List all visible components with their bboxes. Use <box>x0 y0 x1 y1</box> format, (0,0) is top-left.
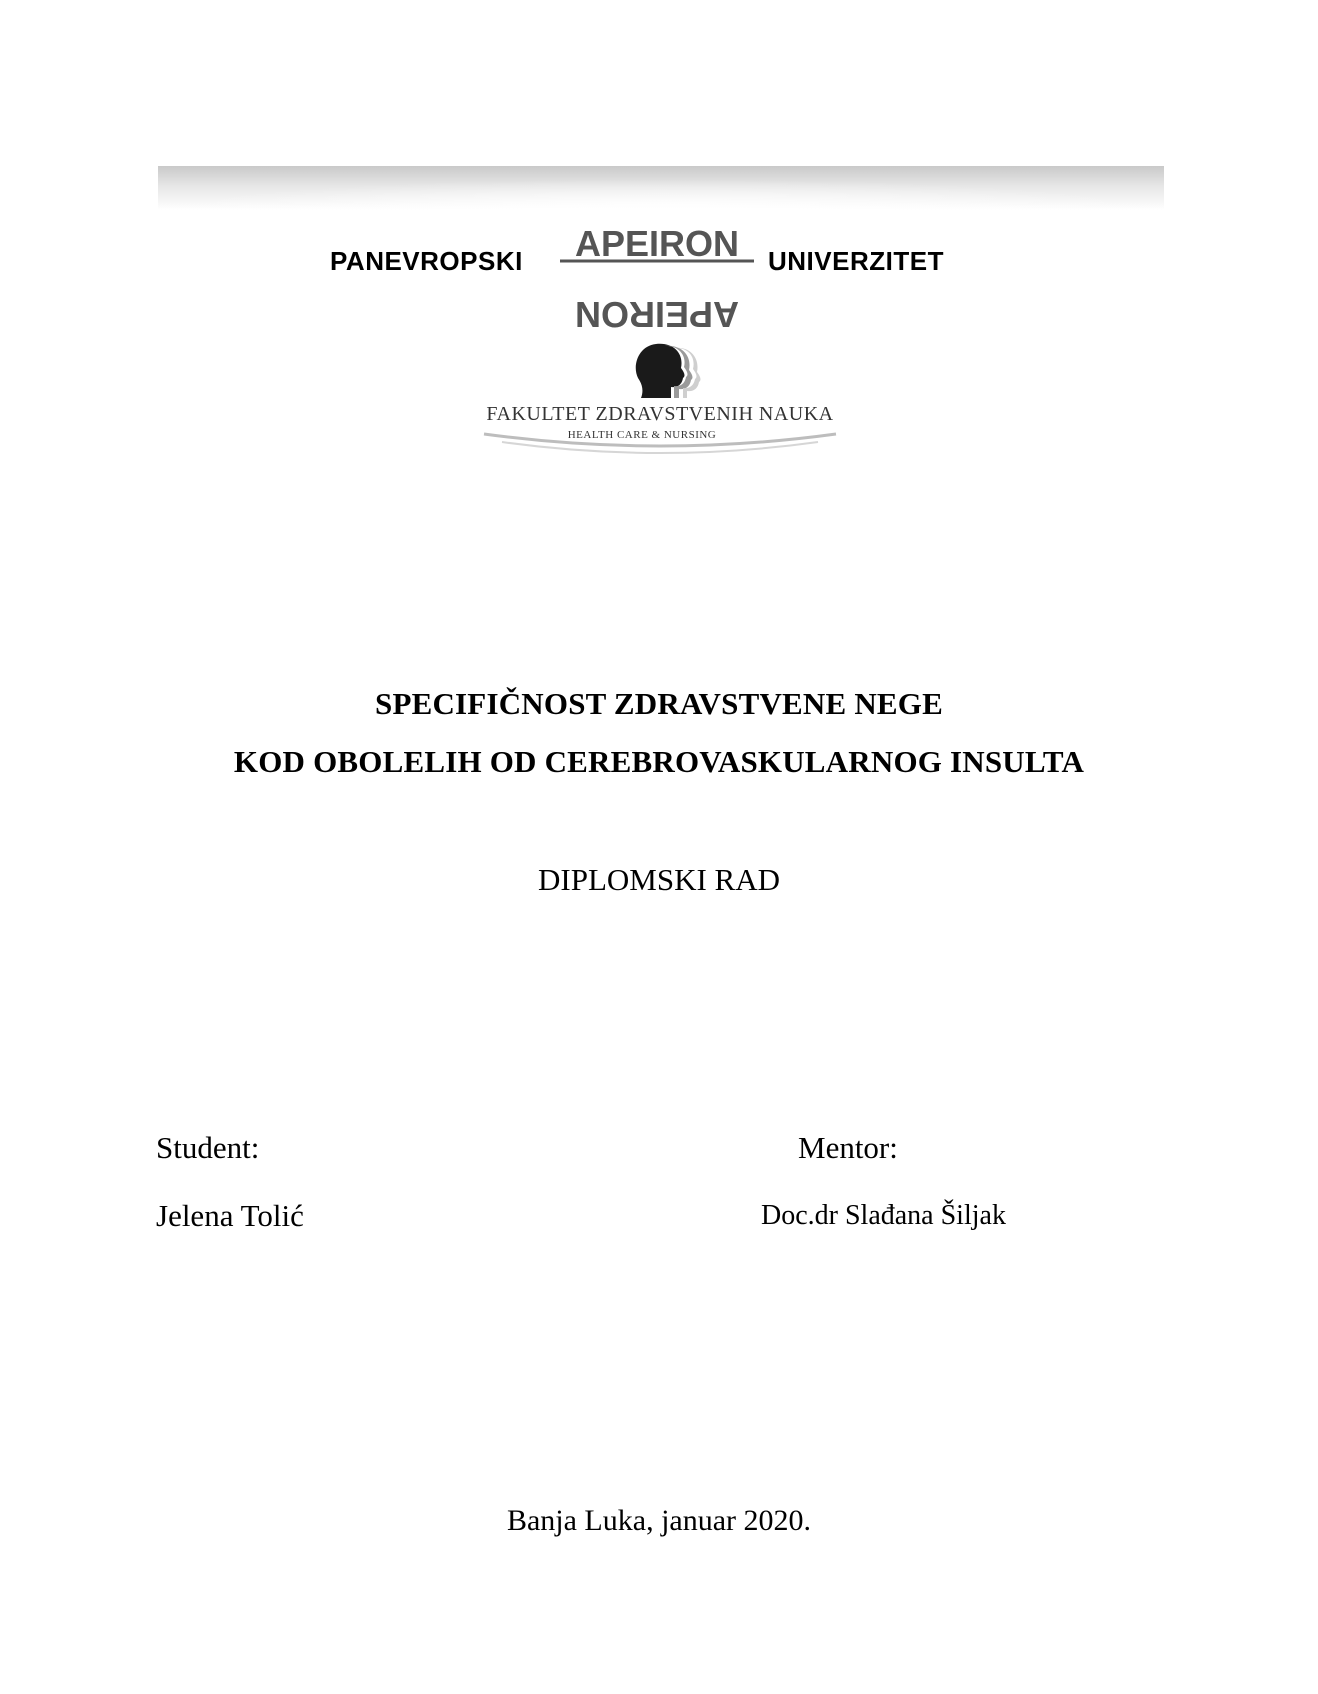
university-logo <box>330 218 990 335</box>
thesis-title-line-2: KOD OBOLELIH OD CEREBROVASKULARNOG INSULTA <box>233 744 1085 779</box>
mentor-label: Mentor: <box>798 1130 898 1165</box>
faculty-subtitle: HEALTH CARE & NURSING <box>567 429 717 441</box>
university-name-right: UNIVERZITET <box>768 246 944 276</box>
student-name: Jelena Tolić <box>156 1198 304 1233</box>
logo-word-mirrored: APEIRON <box>574 294 740 335</box>
document-type: DIPLOMSKI RAD <box>538 862 780 897</box>
head-profile-icon <box>636 344 701 398</box>
thesis-title-line-1: SPECIFIČNOST ZDRAVSTVENE NEGE <box>375 686 943 721</box>
apeiron-logo <box>558 218 756 335</box>
faculty-name: FAKULTET ZDRAVSTVENIH NAUKA <box>486 403 834 425</box>
logo-word-upright: APEIRON <box>574 223 740 264</box>
university-name-left: PANEVROPSKI <box>330 246 523 276</box>
mentor-name: Doc.dr Slađana Šiljak <box>761 1200 1006 1231</box>
place-and-date: Banja Luka, januar 2020. <box>506 1504 812 1537</box>
student-label: Student: <box>156 1130 260 1165</box>
faculty-logo <box>478 336 842 464</box>
header-decorative-band <box>158 166 1164 210</box>
